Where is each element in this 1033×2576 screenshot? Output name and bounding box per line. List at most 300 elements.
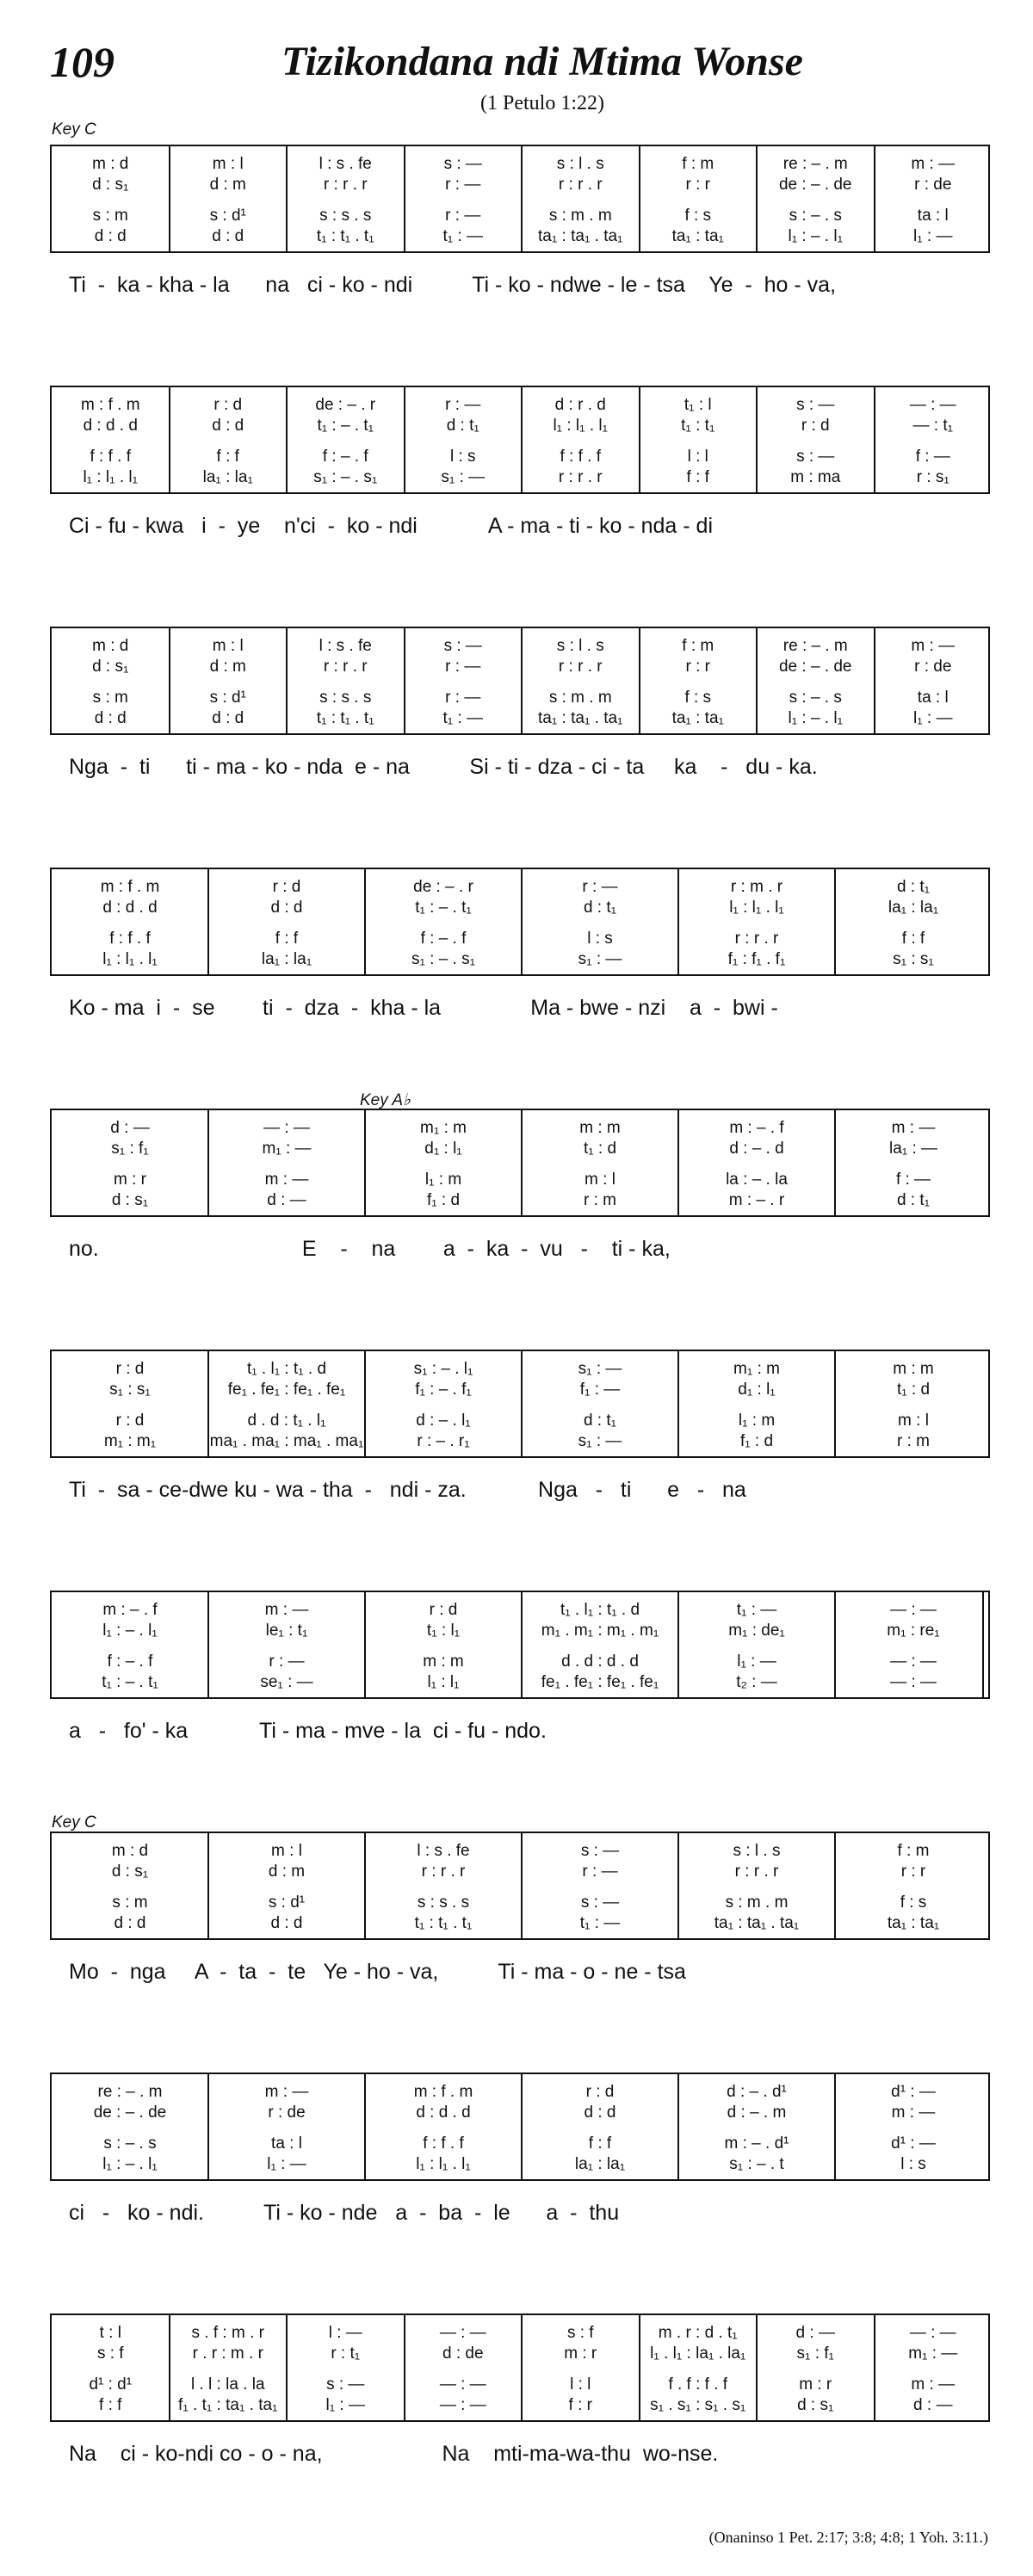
solfa-cell: m : m <box>893 1360 934 1378</box>
staff-box <box>50 386 990 494</box>
solfa-cell: d : d <box>94 709 127 727</box>
solfa-cell: m₁ : — <box>908 2344 958 2363</box>
solfa-cell: s₁ : – . s₁ <box>411 950 476 968</box>
bar-line <box>639 628 640 733</box>
staff-box <box>50 2313 990 2422</box>
solfa-cell: t₂ : — <box>736 1673 777 1691</box>
solfa-cell: l : s . fe <box>417 1842 470 1860</box>
lyrics-line: Ti - ka - kha - la na ci - ko - ndi Ti - ko - ndwe - le - tsa Ye - ho - va, <box>69 273 837 297</box>
solfa-cell: m : – . f <box>729 1119 784 1137</box>
solfa-cell: m : f . m <box>413 2083 473 2101</box>
solfa-cell: m : l <box>585 1171 615 1189</box>
solfa-cell: m₁ : m <box>733 1360 780 1378</box>
solfa-cell: t₁ : – . t₁ <box>102 1673 158 1691</box>
solfa-cell: s : d¹ <box>209 207 246 225</box>
solfa-cell: m : d <box>92 637 129 655</box>
solfa-cell: f : – . f <box>420 930 467 948</box>
solfa-cell: r : t₁ <box>331 2344 361 2363</box>
bar-line <box>207 1592 209 1697</box>
bar-line <box>521 387 523 492</box>
solfa-cell: r : de <box>914 176 952 194</box>
hymn-title: Tizikondana ndi Mtima Wonse <box>281 39 803 84</box>
solfa-cell: m : f . m <box>100 878 160 896</box>
solfa-cell: s : — <box>326 2375 365 2394</box>
solfa-cell: t : l <box>99 2324 121 2342</box>
solfa-cell: le₁ : t₁ <box>265 1622 308 1640</box>
staff-box <box>50 1350 990 1458</box>
solfa-cell: t₁ : d <box>583 1140 617 1158</box>
solfa-cell: r : r <box>685 658 710 676</box>
solfa-cell: f : f <box>901 930 925 948</box>
solfa-cell: s : f <box>566 2324 594 2342</box>
solfa-cell: s : — <box>796 448 835 466</box>
solfa-cell: s : m <box>112 1893 148 1912</box>
bar-line <box>404 2315 405 2420</box>
solfa-cell: r : d <box>429 1601 458 1619</box>
solfa-cell: l₁ : l₁ . l₁ <box>83 468 139 486</box>
solfa-cell: — : — <box>890 1652 937 1671</box>
solfa-cell: s₁ : – . l₁ <box>413 1360 473 1378</box>
solfa-cell: r : r <box>900 1863 926 1881</box>
solfa-cell: m₁ : de₁ <box>728 1622 785 1640</box>
solfa-cell: d : – . m <box>727 2103 787 2122</box>
solfa-cell: d : d . d <box>83 417 138 435</box>
solfa-cell: — : — <box>439 2375 486 2394</box>
solfa-cell: f : f <box>588 2134 612 2153</box>
solfa-cell: f . f : f . f <box>668 2375 728 2394</box>
music-system-1 <box>50 145 990 308</box>
bar-line <box>286 146 288 251</box>
music-system-8 <box>50 1832 990 1995</box>
solfa-cell: r : d <box>585 2083 615 2101</box>
bar-line <box>521 2315 523 2420</box>
solfa-cell: t₁ : – . t₁ <box>317 417 374 435</box>
final-double-bar <box>982 1592 984 1697</box>
solfa-cell: m : m <box>579 1119 621 1137</box>
solfa-cell: m : — <box>264 1171 309 1189</box>
solfa-cell: m : l <box>212 637 244 655</box>
solfa-cell: l₁ : — <box>737 1652 776 1671</box>
solfa-cell: d : – . l₁ <box>416 1412 471 1430</box>
key-signature-label: Key C <box>52 120 96 139</box>
bar-line <box>677 1592 679 1697</box>
solfa-cell: — : — <box>890 1673 937 1691</box>
solfa-cell: r : d <box>272 878 301 896</box>
solfa-cell: s₁ : s₁ <box>893 950 934 968</box>
solfa-cell: d : d <box>212 417 244 435</box>
solfa-cell: s : – . s <box>789 689 842 707</box>
bar-line <box>364 2074 366 2179</box>
bar-line <box>639 146 640 251</box>
lyrics-line: Ko - ma i - se ti - dza - kha - la Ma - bwe - nzi a - bwi - <box>69 996 778 1020</box>
solfa-cell: r : s₁ <box>916 468 949 486</box>
bar-line <box>169 387 170 492</box>
solfa-cell: t₁ : — <box>736 1601 777 1619</box>
bar-line <box>677 2074 679 2179</box>
solfa-cell: l : s <box>449 448 476 466</box>
solfa-cell: d : – . d <box>729 1140 784 1158</box>
solfa-cell: m : — <box>911 2375 956 2394</box>
solfa-cell: t₁ : t₁ . t₁ <box>414 1914 473 1932</box>
solfa-cell: f : s <box>684 689 712 707</box>
solfa-cell: — : — <box>909 396 956 414</box>
solfa-cell: s : m . m <box>725 1893 789 1912</box>
solfa-cell: f : f <box>99 2396 122 2414</box>
solfa-cell: m₁ : — <box>262 1140 312 1158</box>
solfa-cell: m₁ : m₁ <box>103 1432 157 1450</box>
solfa-cell: s₁ : – . s₁ <box>313 468 378 486</box>
solfa-cell: — : — <box>439 2396 486 2414</box>
solfa-cell: r : — <box>582 878 618 896</box>
bar-line <box>639 387 640 492</box>
bar-line <box>364 1833 366 1938</box>
bar-line <box>364 1110 366 1215</box>
solfa-cell: d¹ : — <box>891 2134 936 2153</box>
staff-box <box>50 2073 990 2181</box>
solfa-cell: la₁ : la₁ <box>202 468 253 486</box>
solfa-cell: s : — <box>443 155 482 173</box>
solfa-cell: t₁ : – . t₁ <box>415 899 472 917</box>
bar-line <box>834 1592 836 1697</box>
solfa-cell: m : d <box>111 1842 149 1860</box>
solfa-cell: d : s₁ <box>92 176 129 194</box>
solfa-cell: t₁ : t₁ <box>681 417 715 435</box>
solfa-cell: l₁ : — <box>913 709 953 727</box>
solfa-cell: fe₁ . fe₁ : fe₁ . fe₁ <box>541 1673 659 1691</box>
solfa-cell: m : — <box>911 637 956 655</box>
solfa-cell: t₁ . l₁ : t₁ . d <box>560 1601 640 1619</box>
solfa-cell: m : l <box>898 1412 929 1430</box>
solfa-cell: m₁ : re₁ <box>887 1622 940 1640</box>
solfa-cell: l₁ : l₁ . l₁ <box>553 417 609 435</box>
solfa-cell: r : r . r <box>421 1863 466 1881</box>
solfa-cell: r : de <box>268 2103 306 2122</box>
solfa-cell: m : r <box>114 1171 146 1189</box>
solfa-cell: f : f <box>216 448 239 466</box>
solfa-cell: m₁ : m <box>420 1119 467 1137</box>
solfa-cell: m₁ . m₁ : m₁ . m₁ <box>541 1622 659 1640</box>
bar-line <box>286 628 288 733</box>
bar-line <box>207 1110 209 1215</box>
solfa-cell: s : — <box>580 1893 620 1912</box>
solfa-cell: la₁ : la₁ <box>574 2155 626 2173</box>
solfa-cell: s : s . s <box>319 689 372 707</box>
bar-line <box>834 1833 836 1938</box>
solfa-cell: — : — <box>890 1601 937 1619</box>
staff-box <box>50 627 990 735</box>
solfa-cell: l₁ . l₁ : la₁ . la₁ <box>650 2344 746 2363</box>
solfa-cell: l₁ : — <box>913 227 953 245</box>
solfa-cell: r : r . r <box>734 930 779 948</box>
bar-line <box>756 387 758 492</box>
solfa-cell: s : – . s <box>789 207 842 225</box>
solfa-cell: r : d <box>115 1360 145 1378</box>
solfa-cell: r : m . r <box>730 878 783 896</box>
solfa-cell: f : f . f <box>560 448 602 466</box>
solfa-cell: s : — <box>443 637 482 655</box>
solfa-cell: t₁ : — <box>579 1914 621 1932</box>
bar-line <box>834 869 836 974</box>
solfa-cell: d : d . d <box>102 899 158 917</box>
bar-line <box>286 2315 288 2420</box>
solfa-cell: d : s₁ <box>92 658 129 676</box>
solfa-cell: d : d <box>270 1914 303 1932</box>
solfa-cell: s : s . s <box>417 1893 470 1912</box>
solfa-cell: s : f <box>96 2344 124 2363</box>
solfa-cell: ta₁ : ta₁ . ta₁ <box>714 1914 800 1932</box>
solfa-cell: f₁ : f₁ . f₁ <box>727 950 786 968</box>
solfa-cell: m : r <box>564 2344 597 2363</box>
solfa-cell: r : d <box>115 1412 145 1430</box>
bar-line <box>521 628 523 733</box>
solfa-cell: r : de <box>914 658 952 676</box>
staff-box <box>50 1591 990 1699</box>
solfa-cell: f : m <box>682 155 714 173</box>
bar-line <box>404 628 405 733</box>
music-system-2 <box>50 386 990 549</box>
solfa-cell: de : – . de <box>93 2103 167 2122</box>
solfa-cell: r . r : m . r <box>192 2344 263 2363</box>
solfa-cell: l₁ : – . l₁ <box>102 2155 158 2173</box>
solfa-cell: l₁ : l₁ <box>427 1673 460 1691</box>
solfa-cell: m : r <box>799 2375 832 2394</box>
bar-line <box>521 2074 523 2179</box>
solfa-cell: s . f : m . r <box>191 2324 264 2342</box>
lyrics-line: Ti - sa - ce-dwe ku - wa - tha - ndi - za. Nga - ti e - na <box>69 1478 746 1502</box>
solfa-cell: d : t₁ <box>896 878 931 896</box>
solfa-cell: d . d : d . d <box>561 1652 639 1671</box>
bar-line <box>521 1833 523 1938</box>
solfa-cell: r : r <box>685 176 710 194</box>
solfa-cell: m : – . d¹ <box>724 2134 789 2153</box>
staff-box <box>50 145 990 253</box>
solfa-cell: t₁ : l <box>684 396 712 414</box>
solfa-cell: f : r <box>568 2396 592 2414</box>
bar-line <box>639 2315 640 2420</box>
solfa-cell: l₁ : l₁ . l₁ <box>729 899 784 917</box>
solfa-cell: m : — <box>911 155 956 173</box>
solfa-cell: r : m <box>584 1191 616 1209</box>
solfa-cell: l₁ : l₁ . l₁ <box>102 950 158 968</box>
solfa-cell: f : — <box>895 1171 931 1189</box>
bar-line <box>521 1592 523 1697</box>
bar-line <box>207 1833 209 1938</box>
hymn-number: 109 <box>50 38 114 86</box>
solfa-cell: — : — <box>909 2324 956 2342</box>
solfa-cell: m : – . r <box>728 1191 785 1209</box>
bar-line <box>874 628 875 733</box>
key-return-label: Key C <box>52 1813 96 1832</box>
solfa-cell: f : – . f <box>107 1652 153 1671</box>
bar-line <box>521 869 523 974</box>
solfa-cell: d : m <box>209 176 246 194</box>
solfa-cell: t₁ : l₁ <box>426 1622 461 1640</box>
solfa-cell: s : s . s <box>319 207 372 225</box>
solfa-cell: s : d¹ <box>268 1893 306 1912</box>
solfa-cell: f : f . f <box>109 930 151 948</box>
solfa-cell: m : ma <box>790 468 841 486</box>
music-system-7 <box>50 1591 990 1754</box>
music-system-3 <box>50 627 990 790</box>
solfa-cell: re : – . m <box>97 2083 163 2101</box>
solfa-cell: l : — <box>328 2324 362 2342</box>
solfa-cell: — : t₁ <box>912 417 954 435</box>
bar-line <box>677 869 679 974</box>
lyrics-line: Na ci - ko-ndi co - o - na, Na mti-ma-wa-thu wo-nse. <box>69 2442 719 2466</box>
solfa-cell: re : – . m <box>782 155 848 173</box>
lyrics-line: no. E - na a - ka - vu - ti - ka, <box>69 1237 671 1261</box>
solfa-cell: s₁ . s₁ : s₁ . s₁ <box>650 2396 746 2414</box>
solfa-cell: r : — <box>269 1652 305 1671</box>
lyrics-line: Ci - fu - kwa i - ye n'ci - ko - ndi A - ma - ti - ko - nda - di <box>69 514 714 538</box>
solfa-cell: d : de <box>442 2344 484 2363</box>
solfa-cell: t₁ : t₁ . t₁ <box>316 227 374 245</box>
solfa-cell: ta₁ : ta₁ <box>671 227 724 245</box>
solfa-cell: r : — <box>445 207 481 225</box>
solfa-cell: m . r : d . t₁ <box>658 2324 738 2342</box>
solfa-cell: l₁ : – . l₁ <box>102 1622 158 1640</box>
solfa-cell: d : t₁ <box>896 1191 931 1209</box>
solfa-cell: d : d <box>212 227 244 245</box>
solfa-cell: l₁ : – . l₁ <box>788 227 844 245</box>
solfa-cell: m : d <box>92 155 129 173</box>
solfa-cell: ta₁ : ta₁ <box>887 1914 940 1932</box>
solfa-cell: de : – . r <box>315 396 376 414</box>
solfa-cell: d : s₁ <box>797 2396 834 2414</box>
solfa-cell: r : — <box>582 1863 618 1881</box>
bar-line <box>834 1351 836 1456</box>
solfa-cell: l₁ : m <box>424 1171 462 1189</box>
solfa-cell: r : — <box>445 689 481 707</box>
lyrics-line: Mo - nga A - ta - te Ye - ho - va, Ti - ma - o - ne - tsa <box>69 1960 686 1984</box>
staff-box <box>50 1109 990 1217</box>
solfa-cell: d : d <box>94 227 127 245</box>
bar-line <box>756 2315 758 2420</box>
bar-line <box>169 628 170 733</box>
solfa-cell: d : t₁ <box>446 417 479 435</box>
solfa-cell: la₁ : — <box>888 1140 938 1158</box>
solfa-cell: de : – . de <box>778 658 852 676</box>
solfa-cell: la : – . la <box>726 1171 788 1189</box>
bar-line <box>677 1110 679 1215</box>
solfa-cell: s : m . m <box>548 689 612 707</box>
solfa-cell: s : — <box>796 396 835 414</box>
solfa-cell: — : — <box>263 1119 310 1137</box>
bar-line <box>677 1833 679 1938</box>
solfa-cell: ta : l <box>917 689 949 707</box>
solfa-cell: l : s . fe <box>319 155 372 173</box>
solfa-cell: d₁ : l₁ <box>424 1140 462 1158</box>
bar-line <box>364 1592 366 1697</box>
lyrics-line: a - fo' - ka Ti - ma - mve - la ci - fu - ndo. <box>69 1719 547 1743</box>
solfa-cell: f : f . f <box>423 2134 464 2153</box>
solfa-cell: r : — <box>445 176 481 194</box>
music-system-6 <box>50 1350 990 1513</box>
solfa-cell: f : f <box>275 930 299 948</box>
cross-references: (Onaninso 1 Pet. 2:17; 3:8; 4:8; 1 Yoh. 3:11.) <box>708 2529 988 2546</box>
solfa-cell: r : d <box>801 417 830 435</box>
bar-line <box>677 1351 679 1456</box>
solfa-cell: f₁ : – . f₁ <box>415 1381 472 1399</box>
solfa-cell: d¹ : — <box>891 2083 936 2101</box>
solfa-cell: m : f . m <box>80 396 140 414</box>
solfa-cell: de : – . r <box>413 878 473 896</box>
solfa-cell: f : f . f <box>90 448 132 466</box>
solfa-cell: f : – . f <box>322 448 368 466</box>
solfa-cell: r : d <box>213 396 243 414</box>
solfa-cell: de : – . de <box>778 176 852 194</box>
solfa-cell: r : r . r <box>734 1863 779 1881</box>
bar-line <box>834 2074 836 2179</box>
solfa-cell: d₁ : l₁ <box>738 1381 776 1399</box>
solfa-cell: f₁ : d <box>739 1432 774 1450</box>
solfa-cell: f : f <box>686 468 709 486</box>
solfa-cell: d : — <box>913 2396 953 2414</box>
solfa-cell: r : r . r <box>558 176 603 194</box>
solfa-cell: ta₁ : ta₁ . ta₁ <box>538 227 623 245</box>
solfa-cell: la₁ : la₁ <box>261 950 312 968</box>
solfa-cell: l₁ : — <box>325 2396 365 2414</box>
solfa-cell: r : r . r <box>323 658 368 676</box>
solfa-cell: t₁ : — <box>442 227 484 245</box>
solfa-cell: d : s₁ <box>111 1191 149 1209</box>
bar-line <box>756 628 758 733</box>
scripture-reference: (1 Petulo 1:22) <box>480 92 604 114</box>
solfa-cell: ma₁ . ma₁ : ma₁ . ma₁ <box>209 1432 364 1450</box>
bar-line <box>521 1351 523 1456</box>
solfa-cell: r : — <box>445 396 481 414</box>
bar-line <box>874 387 875 492</box>
bar-line <box>874 2315 875 2420</box>
solfa-cell: — : — <box>439 2324 486 2342</box>
solfa-cell: d : – . d¹ <box>727 2083 787 2101</box>
solfa-cell: s₁ : — <box>441 468 486 486</box>
bar-line <box>834 1110 836 1215</box>
music-system-4 <box>50 868 990 1031</box>
solfa-cell: r : – . r₁ <box>417 1432 470 1450</box>
solfa-cell: ta₁ : ta₁ <box>671 709 724 727</box>
solfa-cell: l : s . fe <box>319 637 372 655</box>
bar-line <box>169 2315 170 2420</box>
bar-line <box>364 1351 366 1456</box>
solfa-cell: s : m <box>92 689 128 707</box>
solfa-cell: l : s <box>900 2155 926 2173</box>
solfa-cell: d : s₁ <box>111 1863 149 1881</box>
solfa-cell: s : m <box>92 207 128 225</box>
solfa-cell: t₁ : d <box>896 1381 931 1399</box>
solfa-cell: m : — <box>264 1601 309 1619</box>
solfa-cell: r : r . r <box>558 658 603 676</box>
staff-box <box>50 1832 990 1940</box>
solfa-cell: m : l <box>271 1842 302 1860</box>
solfa-cell: d : d . d <box>416 2103 471 2122</box>
bar-line <box>207 2074 209 2179</box>
solfa-cell: l₁ : l₁ . l₁ <box>416 2155 471 2173</box>
solfa-cell: l₁ : — <box>267 2155 306 2173</box>
solfa-cell: d : d <box>212 709 244 727</box>
bar-line <box>521 146 523 251</box>
solfa-cell: f : — <box>915 448 950 466</box>
bar-line <box>207 869 209 974</box>
solfa-cell: d¹ : d¹ <box>89 2375 133 2394</box>
bar-line <box>521 1110 523 1215</box>
solfa-cell: s₁ : f₁ <box>796 2344 834 2363</box>
solfa-cell: d : — <box>110 1119 150 1137</box>
solfa-cell: m : – . f <box>102 1601 158 1619</box>
solfa-cell: ta₁ : ta₁ . ta₁ <box>538 709 623 727</box>
solfa-cell: d : m <box>268 1863 306 1881</box>
solfa-cell: m : — <box>264 2083 309 2101</box>
